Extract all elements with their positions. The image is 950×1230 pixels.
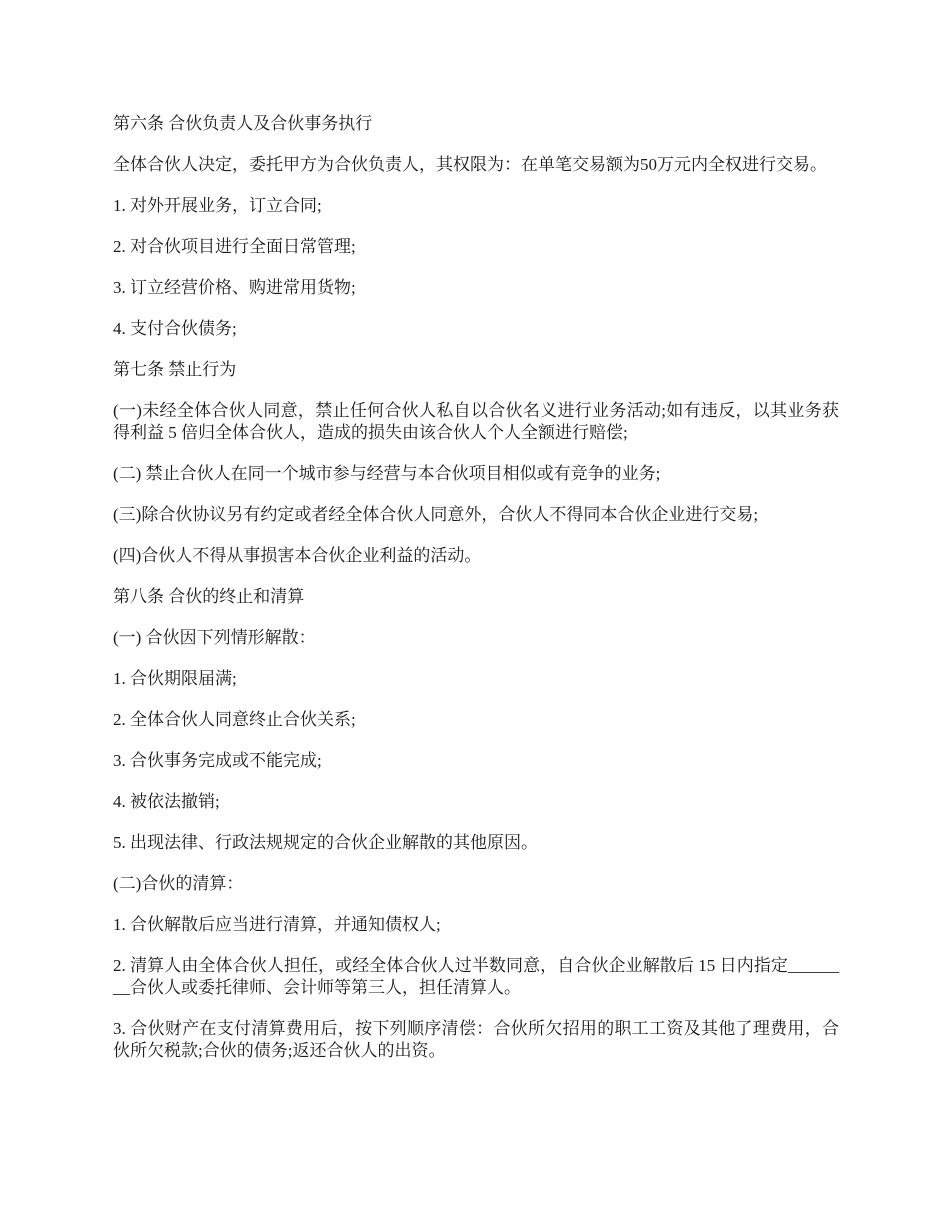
article-6-heading: 第六条 合伙负责人及合伙事务执行 [113,114,373,133]
dissolution-item-1: 1. 合伙期限届满; [113,669,237,688]
article-7-clause-4: (四)合伙人不得从事损害本合伙企业利益的活动。 [113,546,482,565]
article-7-heading: 第七条 禁止行为 [113,360,237,379]
article-6-authority: 全体合伙人决定，委托甲方为合伙负责人，其权限为：在单笔交易额为50万元内全权进行交易。 [113,155,827,174]
article-8-dissolution-heading: (一) 合伙因下列情形解散： [113,628,316,647]
article-7-clause-1: (一)未经全体合伙人同意，禁止任何合伙人私自以合伙名义进行业务活动;如有违反，以其业务获得利益 5 倍归全体合伙人，造成的损失由该合伙人个人全额进行赔偿; [113,401,839,442]
article-6-item-4: 4. 支付合伙债务; [113,319,237,338]
dissolution-item-2: 2. 全体合伙人同意终止合伙关系; [113,710,356,729]
article-6-item-2: 2. 对合伙项目进行全面日常管理; [113,237,356,256]
liquidation-item-1: 1. 合伙解散后应当进行清算，并通知债权人; [113,915,441,934]
liquidation-item-3: 3. 合伙财产在支付清算费用后，按下列顺序清偿：合伙所欠招用的职工工资及其他了理费用，合伙所欠税款;合伙的债务;返还合伙人的出资。 [113,1019,839,1060]
article-6-item-1: 1. 对外开展业务，订立合同; [113,196,322,215]
liquidation-item-2: 2. 清算人由全体合伙人担任，或经全体合伙人过半数同意，自合伙企业解散后 15 日内指定________合伙人或委托律师、会计师等第三人，担任清算人。 [113,956,839,997]
article-7-clause-2: (二) 禁止合伙人在同一个城市参与经营与本合伙项目相似或有竞争的业务; [113,464,661,483]
article-8-heading: 第八条 合伙的终止和清算 [113,587,305,606]
dissolution-item-4: 4. 被依法撤销; [113,792,220,811]
article-6-item-3: 3. 订立经营价格、购进常用货物; [113,278,356,297]
document-body [113,113,839,1081]
article-7-clause-3: (三)除合伙协议另有约定或者经全体合伙人同意外，合伙人不得同本合伙企业进行交易; [113,505,759,524]
dissolution-item-5: 5. 出现法律、行政法规规定的合伙企业解散的其他原因。 [113,833,538,852]
article-8-liquidation-heading: (二)合伙的清算： [113,874,244,893]
dissolution-item-3: 3. 合伙事务完成或不能完成; [113,751,322,770]
